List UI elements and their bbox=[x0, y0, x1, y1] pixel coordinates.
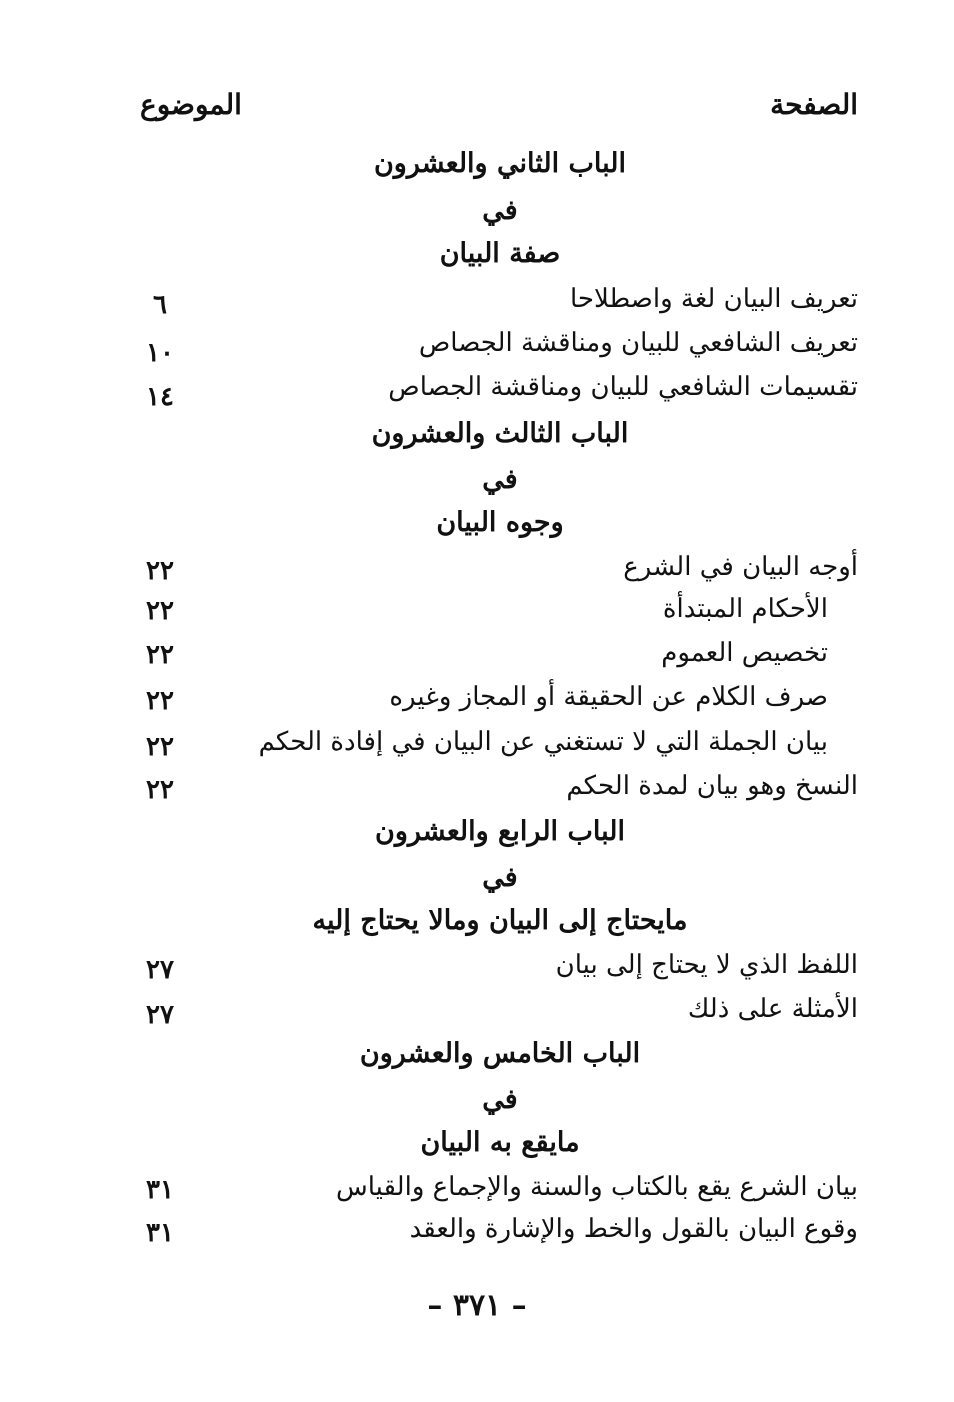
toc-page-number: ٣١ bbox=[146, 1218, 174, 1248]
toc-entry: أوجه البيان في الشرع bbox=[623, 552, 858, 582]
toc-entry: بيان الشرع يقع بالكتاب والسنة والإجماع والقياس bbox=[336, 1172, 858, 1202]
chapter-fi: في bbox=[482, 195, 518, 226]
chapter-heading: الباب الخامس والعشرون bbox=[359, 1038, 641, 1069]
toc-page-number: ٢٧ bbox=[146, 1000, 174, 1030]
toc-entry: تعريف الشافعي للبيان ومناقشة الجصاص bbox=[418, 328, 858, 358]
toc-page-number: ٢٢ bbox=[146, 732, 174, 762]
toc-entry: الأمثلة على ذلك bbox=[687, 994, 858, 1024]
chapter-heading: الباب الثالث والعشرون bbox=[371, 418, 629, 449]
page-folio-number: – ٣٧١ – bbox=[427, 1288, 527, 1323]
toc-entry: النسخ وهو بيان لمدة الحكم bbox=[566, 771, 858, 801]
toc-page-number: ٢٢ bbox=[146, 596, 174, 626]
toc-page-number: ٢٢ bbox=[146, 686, 174, 716]
toc-entry: وقوع البيان بالقول والخط والإشارة والعقد bbox=[409, 1214, 858, 1244]
toc-entry: تعريف البيان لغة واصطلاحا bbox=[569, 284, 858, 314]
toc-entry: صرف الكلام عن الحقيقة أو المجاز وغيره bbox=[389, 682, 828, 712]
chapter-fi: في bbox=[482, 1084, 518, 1115]
toc-page-number: ٣١ bbox=[146, 1175, 174, 1205]
toc-entry: بيان الجملة التي لا تستغني عن البيان في إفادة الحكم bbox=[258, 727, 828, 757]
toc-page-number: ٢٢ bbox=[146, 640, 174, 670]
topic-column-header: الموضوع bbox=[140, 88, 242, 121]
toc-page-number: ٢٢ bbox=[146, 556, 174, 586]
chapter-title: صفة البيان bbox=[439, 238, 561, 269]
toc-page-number: ٦ bbox=[153, 290, 167, 320]
chapter-fi: في bbox=[482, 464, 518, 495]
chapter-heading: الباب الرابع والعشرون bbox=[375, 816, 625, 847]
chapter-heading: الباب الثاني والعشرون bbox=[373, 148, 627, 179]
toc-entry: الأحكام المبتدأة bbox=[662, 594, 828, 624]
chapter-title: مايقع به البيان bbox=[420, 1127, 580, 1158]
toc-page-number: ١٤ bbox=[146, 382, 174, 412]
toc-entry: اللفظ الذي لا يحتاج إلى بيان bbox=[555, 950, 858, 980]
toc-page-number: ١٠ bbox=[146, 338, 174, 368]
chapter-title: وجوه البيان bbox=[436, 507, 564, 538]
chapter-title: مايحتاج إلى البيان ومالا يحتاج إليه bbox=[312, 905, 688, 936]
toc-page-number: ٢٢ bbox=[146, 775, 174, 805]
toc-entry: تقسيمات الشافعي للبيان ومناقشة الجصاص bbox=[388, 372, 858, 402]
page-column-header: الصفحة bbox=[770, 88, 858, 121]
chapter-fi: في bbox=[482, 862, 518, 893]
toc-entry: تخصيص العموم bbox=[661, 638, 828, 668]
toc-page-number: ٢٧ bbox=[146, 955, 174, 985]
